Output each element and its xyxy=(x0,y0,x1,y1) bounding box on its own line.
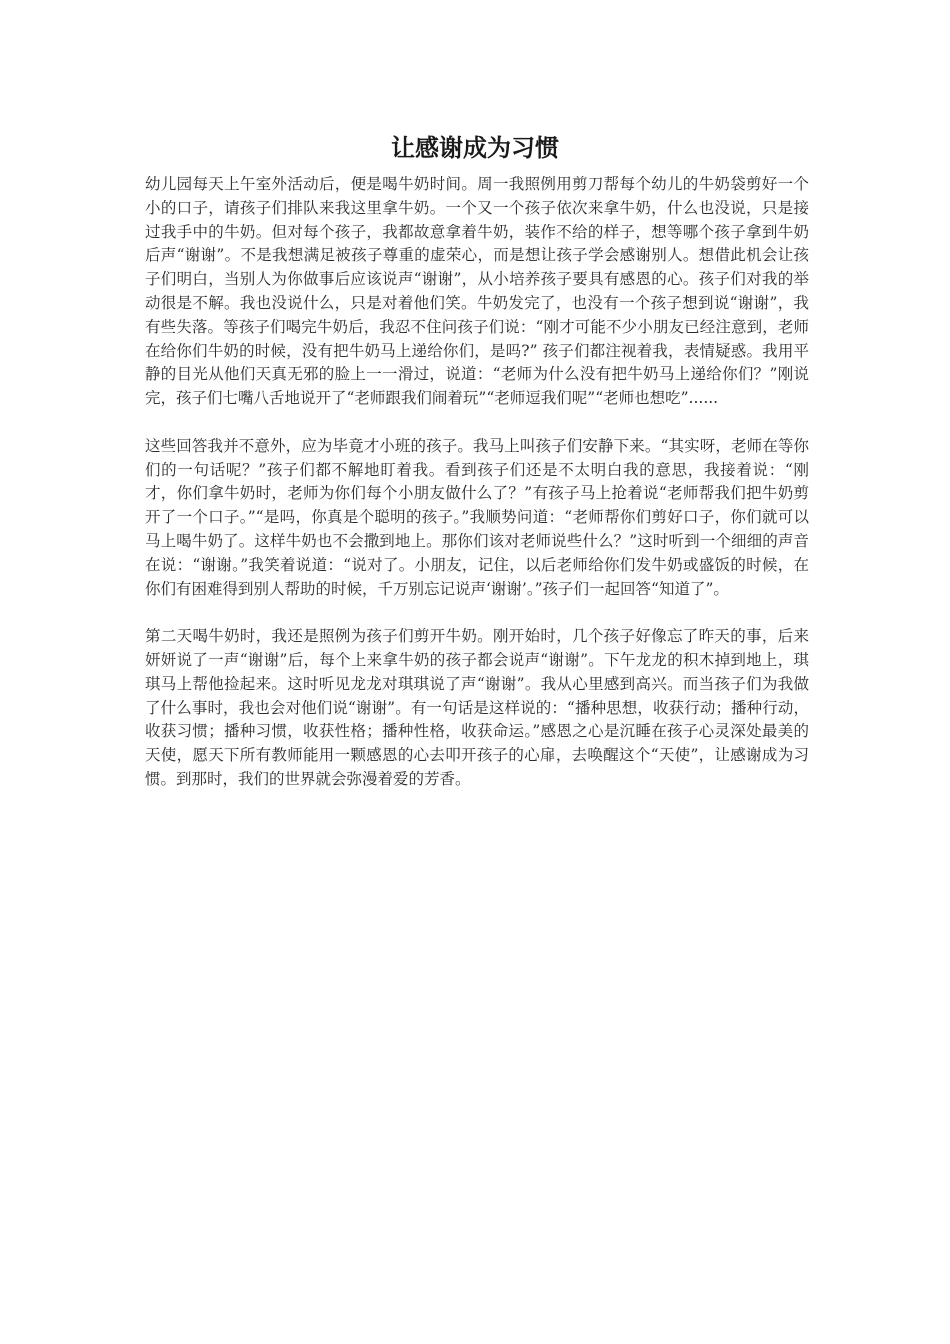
paragraph-1: 幼儿园每天上午室外活动后，便是喝牛奶时间。周一我照例用剪刀帮每个幼儿的牛奶袋剪好一个小的口子，请孩子们排队来我这里拿牛奶。一个又一个孩子依次来拿牛奶，什么也没说，只是接过我手中的牛奶。但对每个孩子，我都故意拿着牛奶，装作不给的样子，想等哪个孩子拿到牛奶后声“谢谢”。不是我想满足被孩子尊重的虚荣心，而是想让孩子学会感谢别人。想借此机会让孩子们明白，当别人为你做事后应该说声“谢谢”，从小培养孩子要具有感恩的心。孩子们对我的举动很是不解。我也没说什么，只是对着他们笑。牛奶发完了，也没有一个孩子想到说“谢谢”，我有些失落。等孩子们喝完牛奶后，我忍不住问孩子们说：“刚才可能不少小朋友已经注意到，老师在给你们牛奶的时候，没有把牛奶马上递给你们，是吗?” 孩子们都注视着我，表情疑惑。我用平静的目光从他们天真无邪的脸上一一滑过，说道：“老师为什么没有把牛奶马上递给你们？”刚说完，孩子们七嘴八舌地说开了“老师跟我们闹着玩”“老师逗我们呢”“老师也想吃”...... xyxy=(145,175,809,408)
document-title: 让感谢成为习惯 xyxy=(391,133,559,162)
paragraph-3: 第二天喝牛奶时，我还是照例为孩子们剪开牛奶。刚开始时，几个孩子好像忘了昨天的事，后来妍妍说了一声“谢谢”后，每个上来拿牛奶的孩子都会说声“谢谢”。下午龙龙的积木掉到地上，琪琪马上帮他捡起来。这时听见龙龙对琪琪说了声“谢谢”。我从心里感到高兴。而当孩子们为我做了什么事时，我也会对他们说“谢谢”。有一句话是这样说的：“播种思想，收获行动；播种行动，收获习惯；播种习惯，收获性格；播种性格，收获命运。”感恩之心是沉睡在孩子心灵深处最美的天使，愿天下所有教师能用一颗感恩的心去叩开孩子的心扉，去唤醒这个“天使”，让感谢成为习惯。到那时，我们的世界就会弥漫着爱的芳香。 xyxy=(145,627,809,788)
document-body xyxy=(145,173,809,792)
paragraph-2: 这些回答我并不意外，应为毕竟才小班的孩子。我马上叫孩子们安静下来。“其实呀，老师在等你们的一句话呢？”孩子们都不解地盯着我。看到孩子们还是不太明白我的意思，我接着说：“刚才，你们拿牛奶时，老师为你们每个小朋友做什么了？”有孩子马上抢着说“老师帮我们把牛奶剪开了一个口子。”“是吗，你真是个聪明的孩子。”我顺势问道：“老师帮你们剪好口子，你们就可以马上喝牛奶了。这样牛奶也不会撒到地上。那你们该对老师说些什么？”这时听到一个细细的声音在说：“谢谢。”我笑着说道：“说对了。小朋友，记住，以后老师给你们发牛奶或盛饭的时候，在你们有困难得到别人帮助的时候，千万别忘记说声‘谢谢’。”孩子们一起回答“知道了”。 xyxy=(145,436,809,598)
